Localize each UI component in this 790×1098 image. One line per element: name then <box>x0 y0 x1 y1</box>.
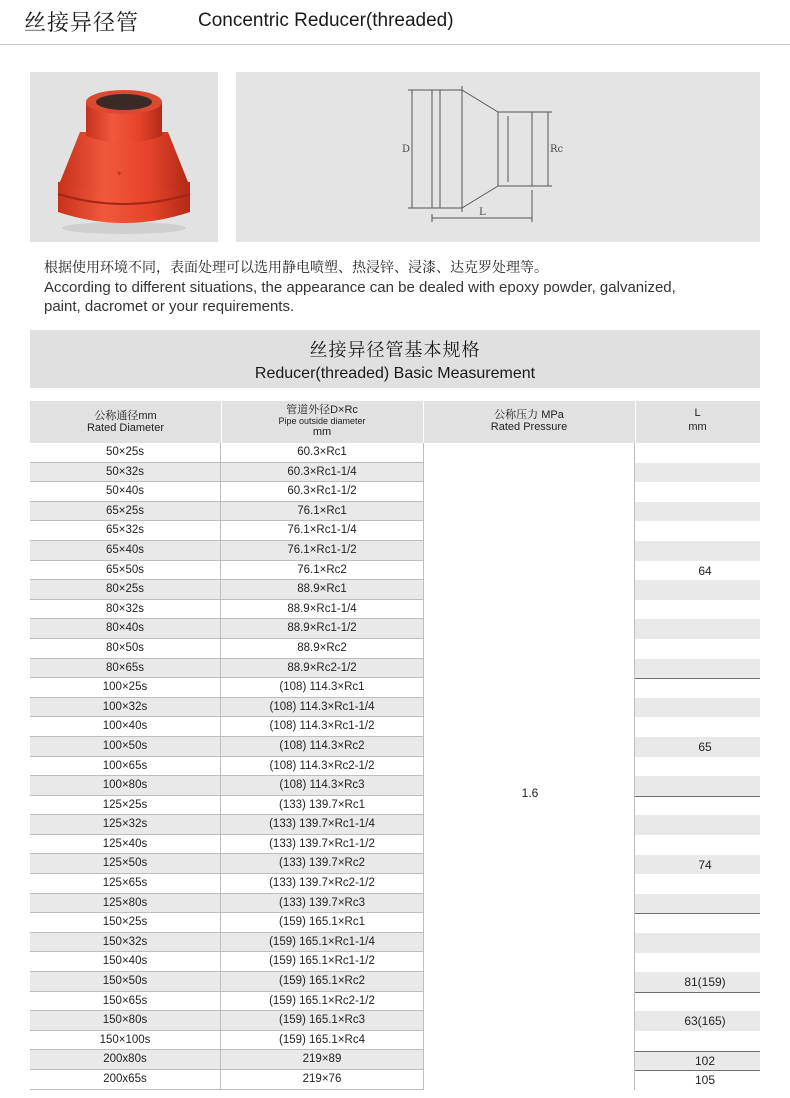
length-stripe <box>635 541 760 561</box>
length-stripe <box>635 502 760 522</box>
page-header <box>0 0 790 44</box>
length-group-separator <box>635 796 760 797</box>
table-title-en: Reducer(threaded) Basic Measurement <box>254 365 536 382</box>
pipe-od-cell: 60.3×Rc1-1/4 <box>221 463 423 483</box>
rated-diameter-cell: 80×32s <box>30 600 221 620</box>
pipe-od-cell: 76.1×Rc1-1/4 <box>221 521 423 541</box>
pressure-column <box>423 443 635 1090</box>
rated-diameter-cell: 150×25s <box>30 913 221 933</box>
rated-diameter-cell: 50×25s <box>30 443 221 463</box>
pipe-od-cell: (133) 139.7×Rc2-1/2 <box>221 874 423 894</box>
pipe-od-cell: 219×76 <box>221 1070 423 1090</box>
length-stripe <box>635 659 760 679</box>
pipe-od-cell: 88.9×Rc2 <box>221 639 423 659</box>
length-value: 65 <box>698 740 712 754</box>
rated-diameter-cell: 100×25s <box>30 678 221 698</box>
pipe-od-cell: (159) 165.1×Rc1-1/2 <box>221 952 423 972</box>
length-stripe <box>635 815 760 835</box>
rated-diameter-cell: 150×80s <box>30 1011 221 1031</box>
pipe-od-cell: (108) 114.3×Rc2-1/2 <box>221 757 423 777</box>
header-rated-diameter: 公称通径mm Rated Diameter <box>86 410 165 434</box>
rated-diameter-cell: 200x65s <box>30 1070 221 1090</box>
spec-table <box>30 401 760 1090</box>
pipe-od-cell: 76.1×Rc1-1/2 <box>221 541 423 561</box>
reducer-photo-icon <box>30 72 218 242</box>
pipe-od-cell: 88.9×Rc2-1/2 <box>221 659 423 679</box>
pipe-od-cell: (133) 139.7×Rc1-1/4 <box>221 815 423 835</box>
rated-diameter-cell: 125×80s <box>30 894 221 914</box>
pipe-od-cell: (159) 165.1×Rc2-1/2 <box>221 992 423 1012</box>
rated-diameter-cell: 100×40s <box>30 717 221 737</box>
rated-diameter-cell: 125×65s <box>30 874 221 894</box>
length-stripe <box>635 933 760 953</box>
pipe-od-cell: 219×89 <box>221 1050 423 1070</box>
length-stripe <box>635 894 760 914</box>
pipe-od-cell: (159) 165.1×Rc2 <box>221 972 423 992</box>
length-value: 105 <box>694 1073 716 1088</box>
rated-diameter-cell: 125×25s <box>30 796 221 816</box>
pipe-od-cell: (159) 165.1×Rc4 <box>221 1031 423 1051</box>
rated-diameter-cell: 150×40s <box>30 952 221 972</box>
technical-drawing <box>236 72 760 242</box>
rated-diameter-cell: 80×65s <box>30 659 221 679</box>
length-stripe <box>635 619 760 639</box>
pipe-od-cell: (133) 139.7×Rc2 <box>221 854 423 874</box>
svg-text:L: L <box>479 207 486 218</box>
rated-diameter-cell: 50×32s <box>30 463 221 483</box>
length-group-separator <box>635 992 760 993</box>
rated-diameter-cell: 100×80s <box>30 776 221 796</box>
header-pipe-od: 管道外径D×Rc Pipe outside diameter mm <box>278 404 366 438</box>
rated-diameter-cell: 65×50s <box>30 561 221 581</box>
length-value: 102 <box>694 1053 716 1068</box>
pipe-od-cell: 60.3×Rc1 <box>221 443 423 463</box>
length-value: 64 <box>698 563 712 578</box>
reducer-drawing-icon <box>236 72 760 242</box>
length-stripe <box>635 463 760 483</box>
rated-diameter-cell: 150×65s <box>30 992 221 1012</box>
length-stripe <box>635 698 760 718</box>
table-title-zh: 丝接异径管基本规格 <box>309 340 481 361</box>
rated-diameter-cell: 80×40s <box>30 619 221 639</box>
svg-text:D: D <box>402 144 411 155</box>
rated-diameter-cell: 100×32s <box>30 698 221 718</box>
length-stripe <box>635 776 760 796</box>
description-en-line2: paint, dacromet or your requirements. <box>44 298 295 315</box>
description-en-line1: According to different situations, the appearance can be dealed with epoxy powder, galvanized, <box>44 279 676 296</box>
table-header <box>30 401 760 443</box>
pipe-od-cell: (108) 114.3×Rc1 <box>221 678 423 698</box>
rated-diameter-cell: 65×25s <box>30 502 221 522</box>
rated-diameter-cell: 80×50s <box>30 639 221 659</box>
rated-diameter-cell: 100×50s <box>30 737 221 757</box>
rated-diameter-cell: 125×40s <box>30 835 221 855</box>
pipe-od-cell: 60.3×Rc1-1/2 <box>221 482 423 502</box>
description-zh: 根据使用环境不同，表面处理可以选用静电喷塑、热浸锌、浸漆、达克罗处理等。 <box>44 260 548 276</box>
table-title-band <box>30 330 760 388</box>
svg-text:✦: ✦ <box>116 169 123 178</box>
header-rated-pressure: 公称压力 MPa Rated Pressure <box>490 409 568 433</box>
pipe-od-cell: (108) 114.3×Rc1-1/4 <box>221 698 423 718</box>
rated-diameter-cell: 100×65s <box>30 757 221 777</box>
pipe-od-cell: (133) 139.7×Rc1 <box>221 796 423 816</box>
title-zh: 丝接异径管 <box>24 11 140 36</box>
pipe-od-cell: (133) 139.7×Rc3 <box>221 894 423 914</box>
pipe-od-cell: (108) 114.3×Rc3 <box>221 776 423 796</box>
pipe-od-cell: (159) 165.1×Rc1 <box>221 913 423 933</box>
pipe-od-cell: (133) 139.7×Rc1-1/2 <box>221 835 423 855</box>
length-group-separator <box>635 1070 760 1071</box>
rated-diameter-cell: 150×32s <box>30 933 221 953</box>
pipe-od-cell: (159) 165.1×Rc1-1/4 <box>221 933 423 953</box>
length-stripe <box>635 580 760 600</box>
rated-diameter-cell: 150×100s <box>30 1031 221 1051</box>
header-divider <box>0 44 790 45</box>
rated-diameter-cell: 65×40s <box>30 541 221 561</box>
rated-diameter-cell: 80×25s <box>30 580 221 600</box>
length-column <box>635 443 760 1090</box>
length-group-separator <box>635 678 760 679</box>
pressure-value: 1.6 <box>521 786 539 800</box>
rated-diameter-cell: 150×50s <box>30 972 221 992</box>
length-group-separator <box>635 913 760 914</box>
product-photo <box>30 72 218 242</box>
length-group-separator <box>635 1051 760 1052</box>
header-length: L mm <box>688 407 707 433</box>
title-en: Concentric Reducer(threaded) <box>198 10 454 31</box>
length-value: 63(165) <box>684 1014 726 1029</box>
pipe-od-cell: (159) 165.1×Rc3 <box>221 1011 423 1031</box>
svg-text:Rc: Rc <box>550 144 564 155</box>
pipe-od-cell: 76.1×Rc2 <box>221 561 423 581</box>
pipe-od-cell: 88.9×Rc1-1/2 <box>221 619 423 639</box>
pipe-od-cell: 88.9×Rc1 <box>221 580 423 600</box>
rated-diameter-cell: 125×50s <box>30 854 221 874</box>
pipe-od-cell: (108) 114.3×Rc2 <box>221 737 423 757</box>
pipe-od-cell: (108) 114.3×Rc1-1/2 <box>221 717 423 737</box>
rated-diameter-cell: 125×32s <box>30 815 221 835</box>
rated-diameter-cell: 200x80s <box>30 1050 221 1070</box>
length-value: 81(159) <box>684 975 726 990</box>
description <box>44 258 774 316</box>
rated-diameter-cell: 50×40s <box>30 482 221 502</box>
pipe-od-cell: 88.9×Rc1-1/4 <box>221 600 423 620</box>
length-value: 74 <box>698 857 712 872</box>
pipe-od-cell: 76.1×Rc1 <box>221 502 423 522</box>
rated-diameter-cell: 65×32s <box>30 521 221 541</box>
